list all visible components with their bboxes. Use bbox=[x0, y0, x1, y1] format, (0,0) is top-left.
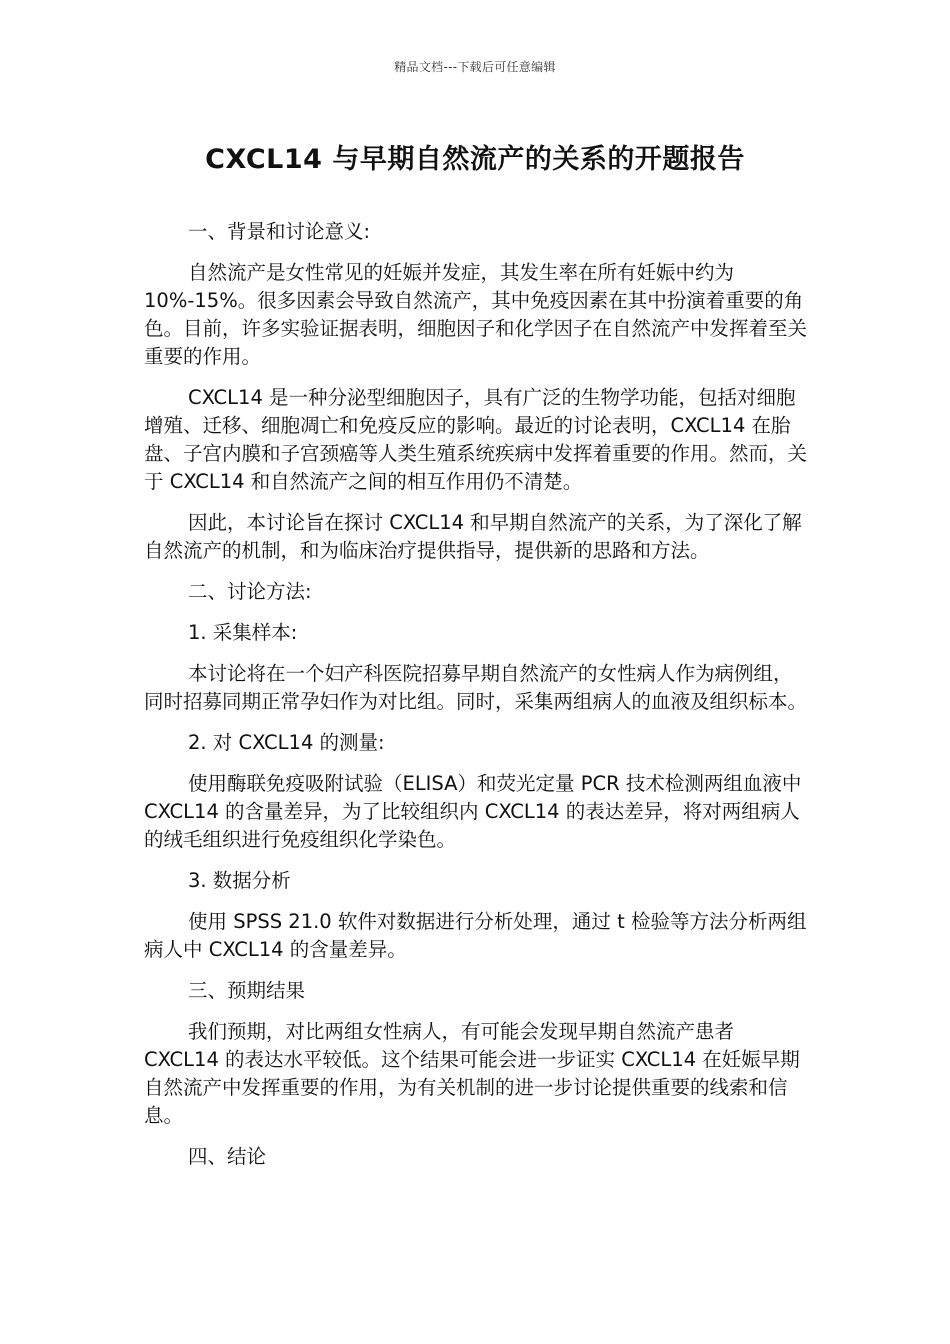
subheading-data-analysis: 3. 数据分析 bbox=[188, 869, 291, 892]
paragraph-cxcl14-measurement: 使用酶联免疫吸附试验（ELISA）和荧光定量 PCR 技术检测两组血液中 CXCL14 的含量差异，为了比较组织内 CXCL14 的表达差异，将对两组病人的绒毛组织进行免疫组织化学染色。 bbox=[144, 772, 802, 851]
paragraph-miscarriage-overview: 自然流产是女性常见的妊娠并发症，其发生率在所有妊娠中约为10%-15%。很多因素会导致自然流产，其中免疫因素在其中扮演着重要的角色。目前，许多实验证据表明，细胞因子和化学因子在自然流产中发挥着至关重要的作用。 bbox=[144, 261, 808, 368]
section-heading-background: 一、背景和讨论意义: bbox=[188, 220, 371, 243]
paragraph-cxcl14-intro: CXCL14 是一种分泌型细胞因子，具有广泛的生物学功能，包括对细胞增殖、迁移、细胞凋亡和免疫反应的影响。最近的讨论表明，CXCL14 在胎盘、子宫内膜和子宫颈癌等人类生殖系统疾病中发挥着重要的作用。然而，关于 CXCL14 和自然流产之间的相互作用仍不清楚。 bbox=[144, 386, 808, 493]
paragraph-sample-collection: 本讨论将在一个妇产科医院招募早期自然流产的女性病人作为病例组，同时招募同期正常孕妇作为对比组。同时，采集两组病人的血液及组织标本。 bbox=[144, 662, 808, 713]
section-heading-conclusion: 四、结论 bbox=[188, 1145, 267, 1168]
section-heading-methods: 二、讨论方法: bbox=[188, 580, 312, 603]
subheading-sample-collection: 1. 采集样本: bbox=[188, 621, 298, 644]
paragraph-expected-results: 我们预期，对比两组女性病人，有可能会发现早期自然流产患者 CXCL14 的表达水平较低。这个结果可能会进一步证实 CXCL14 在妊娠早期自然流产中发挥重要的作用，为有关机制的进一步讨论提供重要的线索和信息。 bbox=[144, 1020, 800, 1127]
document-body bbox=[144, 218, 808, 1184]
document-title: CXCL14 与早期自然流产的关系的开题报告 bbox=[205, 144, 745, 175]
subheading-cxcl14-measurement: 2. 对 CXCL14 的测量: bbox=[188, 731, 385, 754]
page-header: 精品文档---下载后可任意编辑 bbox=[394, 60, 556, 74]
paragraph-data-analysis: 使用 SPSS 21.0 软件对数据进行分析处理，通过 t 检验等方法分析两组病人中 CXCL14 的含量差异。 bbox=[144, 910, 807, 961]
section-heading-expected-results: 三、预期结果 bbox=[188, 979, 306, 1002]
paragraph-study-purpose: 因此，本讨论旨在探讨 CXCL14 和早期自然流产的关系，为了深化了解自然流产的机制，和为临床治疗提供指导，提供新的思路和方法。 bbox=[144, 511, 802, 562]
